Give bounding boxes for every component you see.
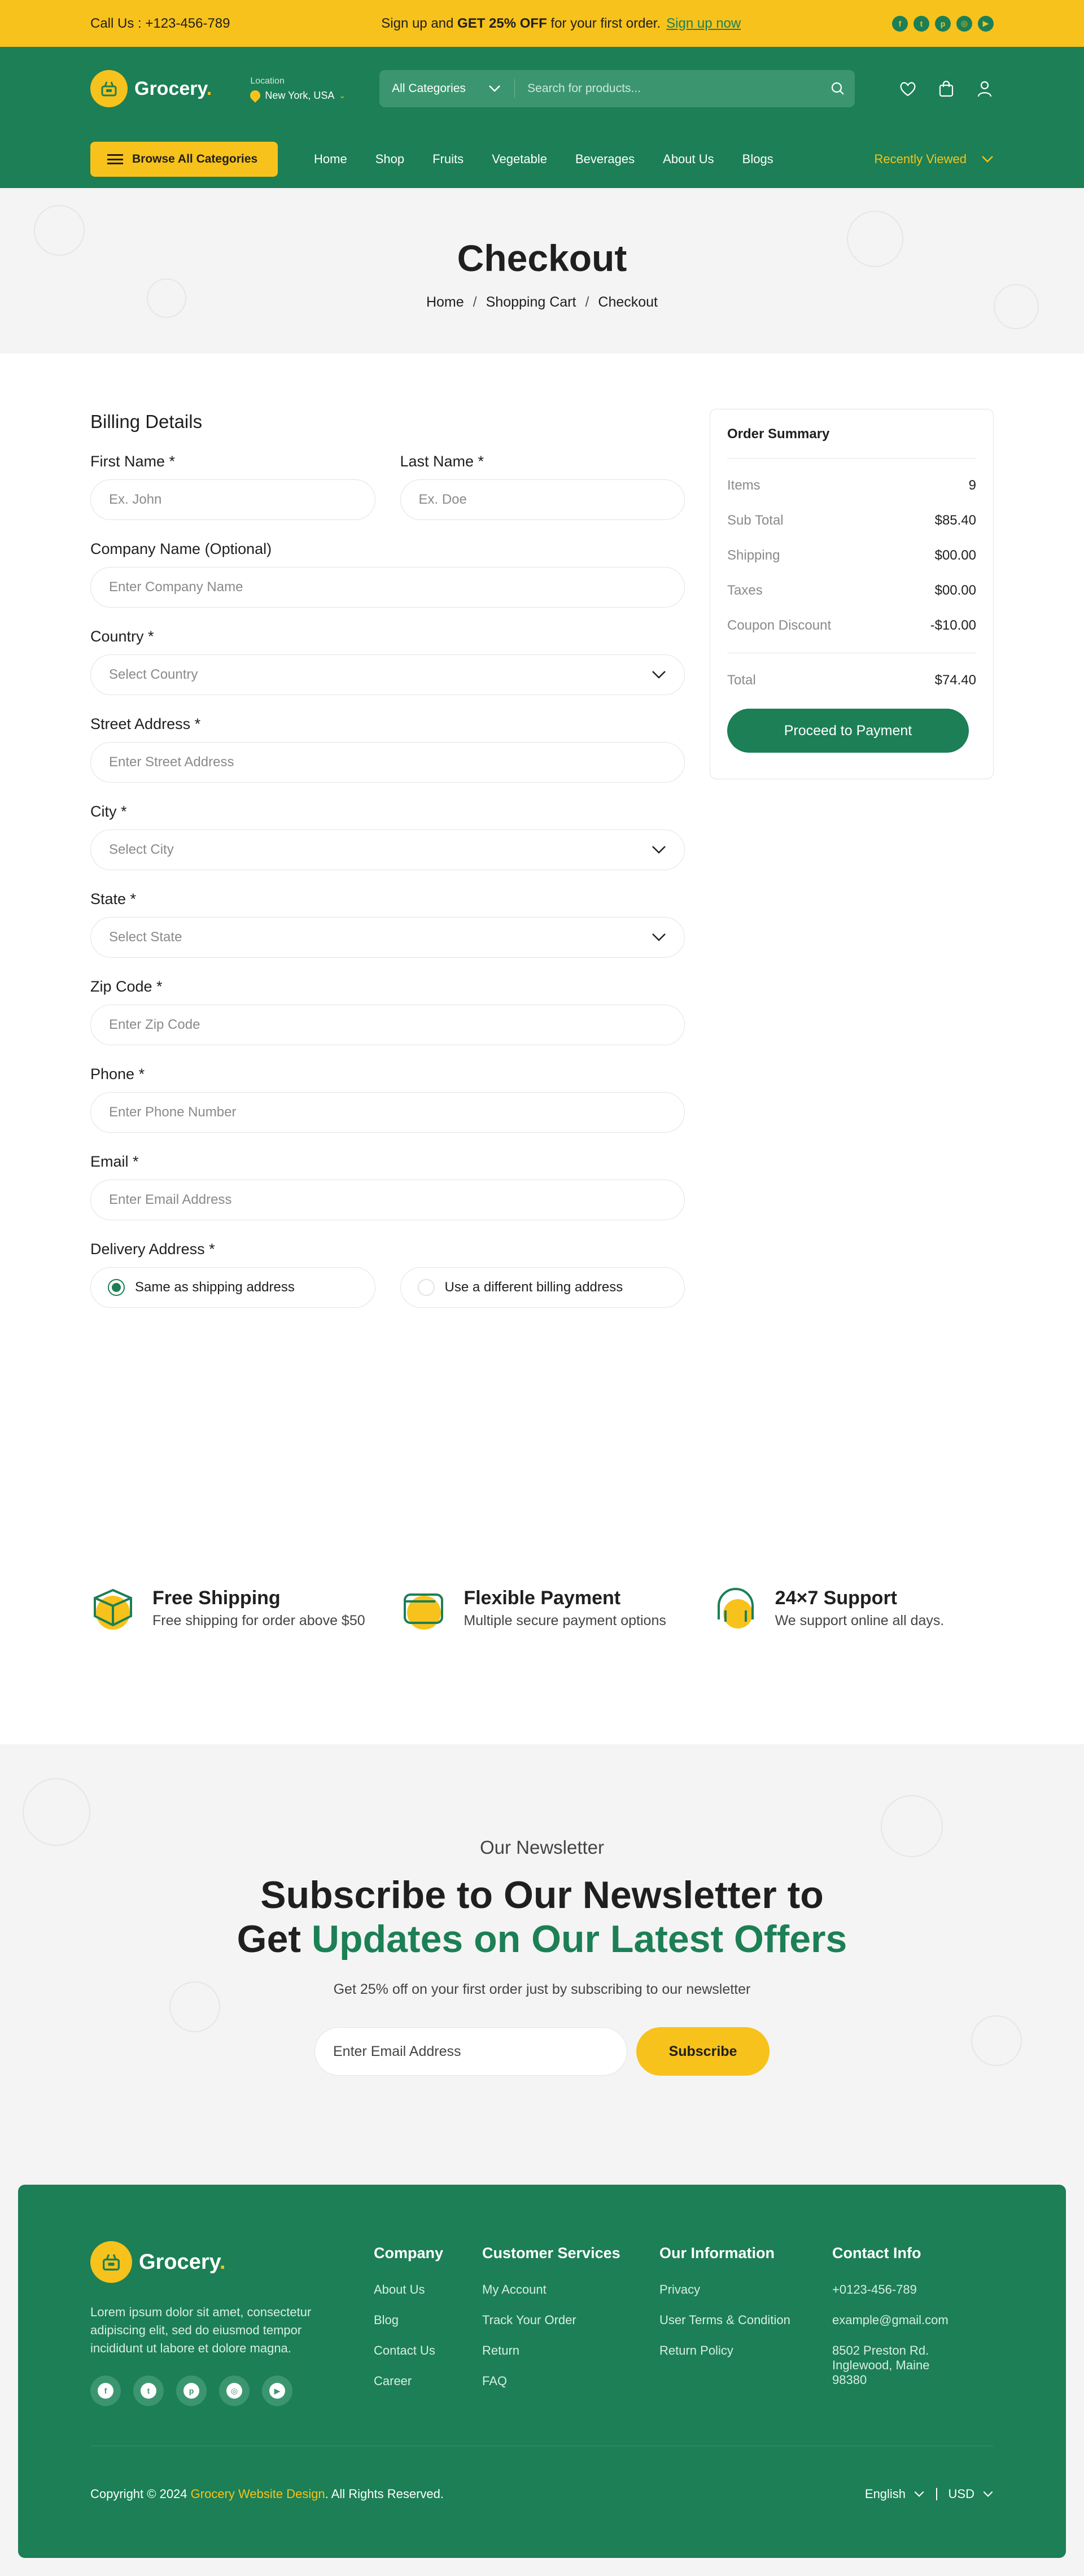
email-input[interactable]: Enter Email Address xyxy=(90,1180,685,1220)
billing-heading: Billing Details xyxy=(90,411,203,432)
main-nav xyxy=(314,152,773,167)
heart-icon[interactable] xyxy=(899,80,917,98)
promo-suffix: for your first order. xyxy=(547,15,661,31)
footer-link[interactable]: Career xyxy=(374,2374,412,2388)
footer-bottom-bar xyxy=(90,2446,994,2501)
footer-link[interactable]: Contact Us xyxy=(374,2343,435,2357)
basket-logo-icon xyxy=(90,2241,132,2283)
summary-row-shipping: Shipping $00.00 xyxy=(727,548,976,563)
location-selector[interactable] xyxy=(250,76,346,102)
last-name-field: Last Name * Ex. Doe xyxy=(400,453,685,520)
facebook-icon[interactable]: f xyxy=(892,16,908,32)
copyright-text: Copyright © 2024 Grocery Website Design. All Rights Reserved. xyxy=(90,2487,444,2501)
headset-icon xyxy=(713,1586,758,1631)
newsletter-section xyxy=(0,1744,1084,2185)
pinterest-icon[interactable]: p xyxy=(935,16,951,32)
delivery-address-field: Delivery Address * Same as shipping address Use a different billing address xyxy=(90,1241,685,1308)
page-title: Checkout xyxy=(457,237,627,279)
country-field: Country * Select Country xyxy=(90,628,685,695)
call-us-text: Call Us : +123-456-789 xyxy=(90,15,230,31)
search-input[interactable]: Search for products... xyxy=(527,82,641,95)
city-field: City * Select City xyxy=(90,803,685,870)
location-label: Location xyxy=(250,76,285,86)
phone-input[interactable]: Enter Phone Number xyxy=(90,1092,685,1133)
street-input[interactable]: Enter Street Address xyxy=(90,742,685,783)
divider xyxy=(936,2488,937,2500)
phone-field: Phone * Enter Phone Number xyxy=(90,1066,685,1133)
last-name-input[interactable]: Ex. Doe xyxy=(400,479,685,520)
promo-text xyxy=(381,16,741,32)
search-bar xyxy=(379,70,855,107)
user-icon[interactable] xyxy=(976,80,994,98)
box-icon xyxy=(90,1586,136,1631)
nav-fruits[interactable]: Fruits xyxy=(432,152,464,166)
summary-row-taxes: Taxes $00.00 xyxy=(727,583,976,598)
chevron-down-icon xyxy=(652,670,666,679)
nav-vegetable[interactable]: Vegetable xyxy=(492,152,547,166)
newsletter-eyebrow: Our Newsletter xyxy=(479,1837,605,1858)
chevron-down-icon xyxy=(913,2491,925,2498)
logo[interactable] xyxy=(90,70,212,107)
zip-field: Zip Code * Enter Zip Code xyxy=(90,978,685,1045)
search-icon[interactable] xyxy=(821,81,855,96)
chevron-down-icon xyxy=(652,845,666,854)
radio-checked-icon xyxy=(108,1279,125,1296)
company-input[interactable]: Enter Company Name xyxy=(90,567,685,608)
background-pattern xyxy=(23,1778,90,1846)
state-field: State * Select State xyxy=(90,890,685,958)
footer-link[interactable]: User Terms & Condition xyxy=(659,2313,790,2327)
site-footer xyxy=(18,2185,1066,2558)
city-select[interactable]: Select City xyxy=(90,829,685,870)
footer-col-contact-info: Contact Info +0123-456-789 example@gmail.com 8502 Preston Rd. Inglewood, Maine 98380 xyxy=(832,2241,994,2406)
chevron-down-icon xyxy=(981,155,994,163)
footer-brand-name: Grocery. xyxy=(139,2250,226,2274)
footer-link[interactable]: Return Policy xyxy=(659,2343,733,2357)
radio-unchecked-icon xyxy=(418,1279,435,1296)
nav-beverages[interactable]: Beverages xyxy=(575,152,635,166)
promo-prefix: Sign up and xyxy=(381,15,458,31)
breadcrumb-cart[interactable]: Shopping Cart xyxy=(486,294,576,310)
footer-about xyxy=(90,2241,374,2406)
footer-col-our-information: Our Information Privacy User Terms & Condition Return Policy xyxy=(659,2241,832,2406)
footer-col-company: Company About Us Blog Contact Us Career xyxy=(374,2241,482,2406)
footer-wrapper xyxy=(0,2185,1084,2576)
background-pattern xyxy=(847,211,903,267)
footer-about-text: Lorem ipsum dolor sit amet, consectetur adipiscing elit, sed do eiusmod tempor incididunt ut labore et dolore magna. xyxy=(90,2305,312,2355)
chevron-down-icon xyxy=(982,2491,994,2498)
instagram-icon[interactable]: ◎ xyxy=(956,16,972,32)
newsletter-subtitle: Get 25% off on your first order just by subscribing to our newsletter xyxy=(333,1981,751,1997)
feature-support: 24×7 Support We support online all days. xyxy=(713,1586,994,1631)
category-dropdown[interactable]: All Categories xyxy=(379,79,515,98)
promo-bold: GET 25% OFF xyxy=(457,15,547,31)
email-field: Email * Enter Email Address xyxy=(90,1153,685,1220)
feature-flexible-payment: Flexible Payment Multiple secure payment options xyxy=(401,1586,682,1631)
summary-row-coupon: Coupon Discount -$10.00 xyxy=(727,618,976,633)
browse-categories-button[interactable]: Browse All Categories xyxy=(90,142,278,177)
background-pattern xyxy=(34,205,85,256)
first-name-field: First Name * Ex. John xyxy=(90,453,375,520)
menu-icon xyxy=(107,154,123,164)
twitter-icon[interactable]: t xyxy=(913,16,929,32)
footer-link[interactable]: Track Your Order xyxy=(482,2313,576,2327)
instagram-icon[interactable]: ◎ xyxy=(219,2376,250,2406)
currency-select[interactable]: USD xyxy=(948,2487,974,2501)
newsletter-form xyxy=(0,2027,1084,2076)
copyright-link[interactable]: Grocery Website Design xyxy=(190,2487,325,2501)
radio-same-address[interactable]: Same as shipping address xyxy=(90,1267,375,1308)
footer-social-links xyxy=(90,2376,374,2406)
youtube-icon[interactable]: ▶ xyxy=(978,16,994,32)
company-field: Company Name (Optional) Enter Company Name xyxy=(90,540,685,608)
nav-about-us[interactable]: About Us xyxy=(663,152,714,166)
nav-home[interactable]: Home xyxy=(314,152,347,166)
footer-link[interactable]: Blog xyxy=(374,2313,399,2327)
basket-logo-icon xyxy=(90,70,128,107)
page-hero xyxy=(0,188,1084,353)
header-icons xyxy=(899,80,994,98)
breadcrumb-current: Checkout xyxy=(598,294,658,310)
signup-link[interactable]: Sign up now xyxy=(666,15,741,31)
background-pattern xyxy=(169,1981,220,2032)
newsletter-email-input[interactable]: Enter Email Address xyxy=(314,2027,627,2076)
brand-name: Grocery. xyxy=(134,77,212,99)
footer-link[interactable]: My Account xyxy=(482,2282,547,2296)
locale-selectors xyxy=(865,2487,994,2501)
shopping-bag-icon[interactable] xyxy=(937,80,955,98)
background-pattern xyxy=(147,278,186,318)
chevron-down-icon xyxy=(652,933,666,942)
chevron-down-icon: ⌄ xyxy=(339,90,346,100)
background-pattern xyxy=(971,2015,1022,2066)
radio-different-address[interactable]: Use a different billing address xyxy=(400,1267,685,1308)
billing-form xyxy=(90,410,685,1308)
top-social-links xyxy=(892,16,994,32)
summary-row-total: Total $74.40 xyxy=(727,673,976,688)
zip-input[interactable]: Enter Zip Code xyxy=(90,1005,685,1045)
street-field: Street Address * Enter Street Address xyxy=(90,715,685,783)
site-header xyxy=(0,47,1084,188)
nav-shop[interactable]: Shop xyxy=(375,152,405,166)
breadcrumb-home[interactable]: Home xyxy=(426,294,464,310)
background-pattern xyxy=(881,1795,943,1857)
footer-address: 8502 Preston Rd. Inglewood, Maine 98380 xyxy=(832,2343,930,2387)
footer-link[interactable]: About Us xyxy=(374,2282,425,2296)
summary-row-items: Items 9 xyxy=(727,478,976,493)
features-strip xyxy=(0,1584,1084,1744)
language-select[interactable]: English xyxy=(864,2487,906,2501)
background-pattern xyxy=(994,284,1039,329)
pinterest-icon[interactable]: p xyxy=(176,2376,207,2406)
checkout-section xyxy=(0,353,1084,1584)
feature-free-shipping: Free Shipping Free shipping for order above $50 xyxy=(90,1586,371,1631)
youtube-icon[interactable]: ▶ xyxy=(262,2376,292,2406)
footer-email[interactable]: example@gmail.com xyxy=(832,2313,948,2327)
location-pin-icon xyxy=(248,88,263,102)
location-value: New York, USA xyxy=(265,89,335,101)
first-name-input[interactable]: Ex. John xyxy=(90,479,375,520)
footer-logo[interactable] xyxy=(90,2241,374,2283)
order-summary-title: Order Summary xyxy=(727,426,976,459)
recently-viewed-dropdown[interactable]: Recently Viewed xyxy=(875,152,994,167)
twitter-icon[interactable]: t xyxy=(133,2376,164,2406)
proceed-to-payment-button[interactable]: Proceed to Payment xyxy=(727,709,969,753)
summary-row-subtotal: Sub Total $85.40 xyxy=(727,513,976,528)
facebook-icon[interactable]: f xyxy=(90,2376,121,2406)
footer-col-customer-services: Customer Services My Account Track Your Order Return FAQ xyxy=(482,2241,659,2406)
breadcrumb-separator: / xyxy=(585,294,589,310)
order-summary xyxy=(710,409,994,779)
chevron-down-icon xyxy=(488,85,501,93)
nav-blogs[interactable]: Blogs xyxy=(742,152,773,166)
subscribe-button[interactable]: Subscribe xyxy=(636,2027,770,2076)
breadcrumb-separator: / xyxy=(473,294,477,310)
footer-link[interactable]: FAQ xyxy=(482,2374,508,2388)
top-bar xyxy=(0,0,1084,47)
footer-phone[interactable]: +0123-456-789 xyxy=(832,2282,917,2296)
footer-link[interactable]: Return xyxy=(482,2343,520,2357)
newsletter-title: Subscribe to Our Newsletter to Get Updates on Our Latest Offers xyxy=(237,1874,847,1961)
state-select[interactable]: Select State xyxy=(90,917,685,958)
footer-link[interactable]: Privacy xyxy=(659,2282,701,2296)
country-select[interactable]: Select Country xyxy=(90,654,685,695)
wallet-icon xyxy=(401,1586,447,1631)
